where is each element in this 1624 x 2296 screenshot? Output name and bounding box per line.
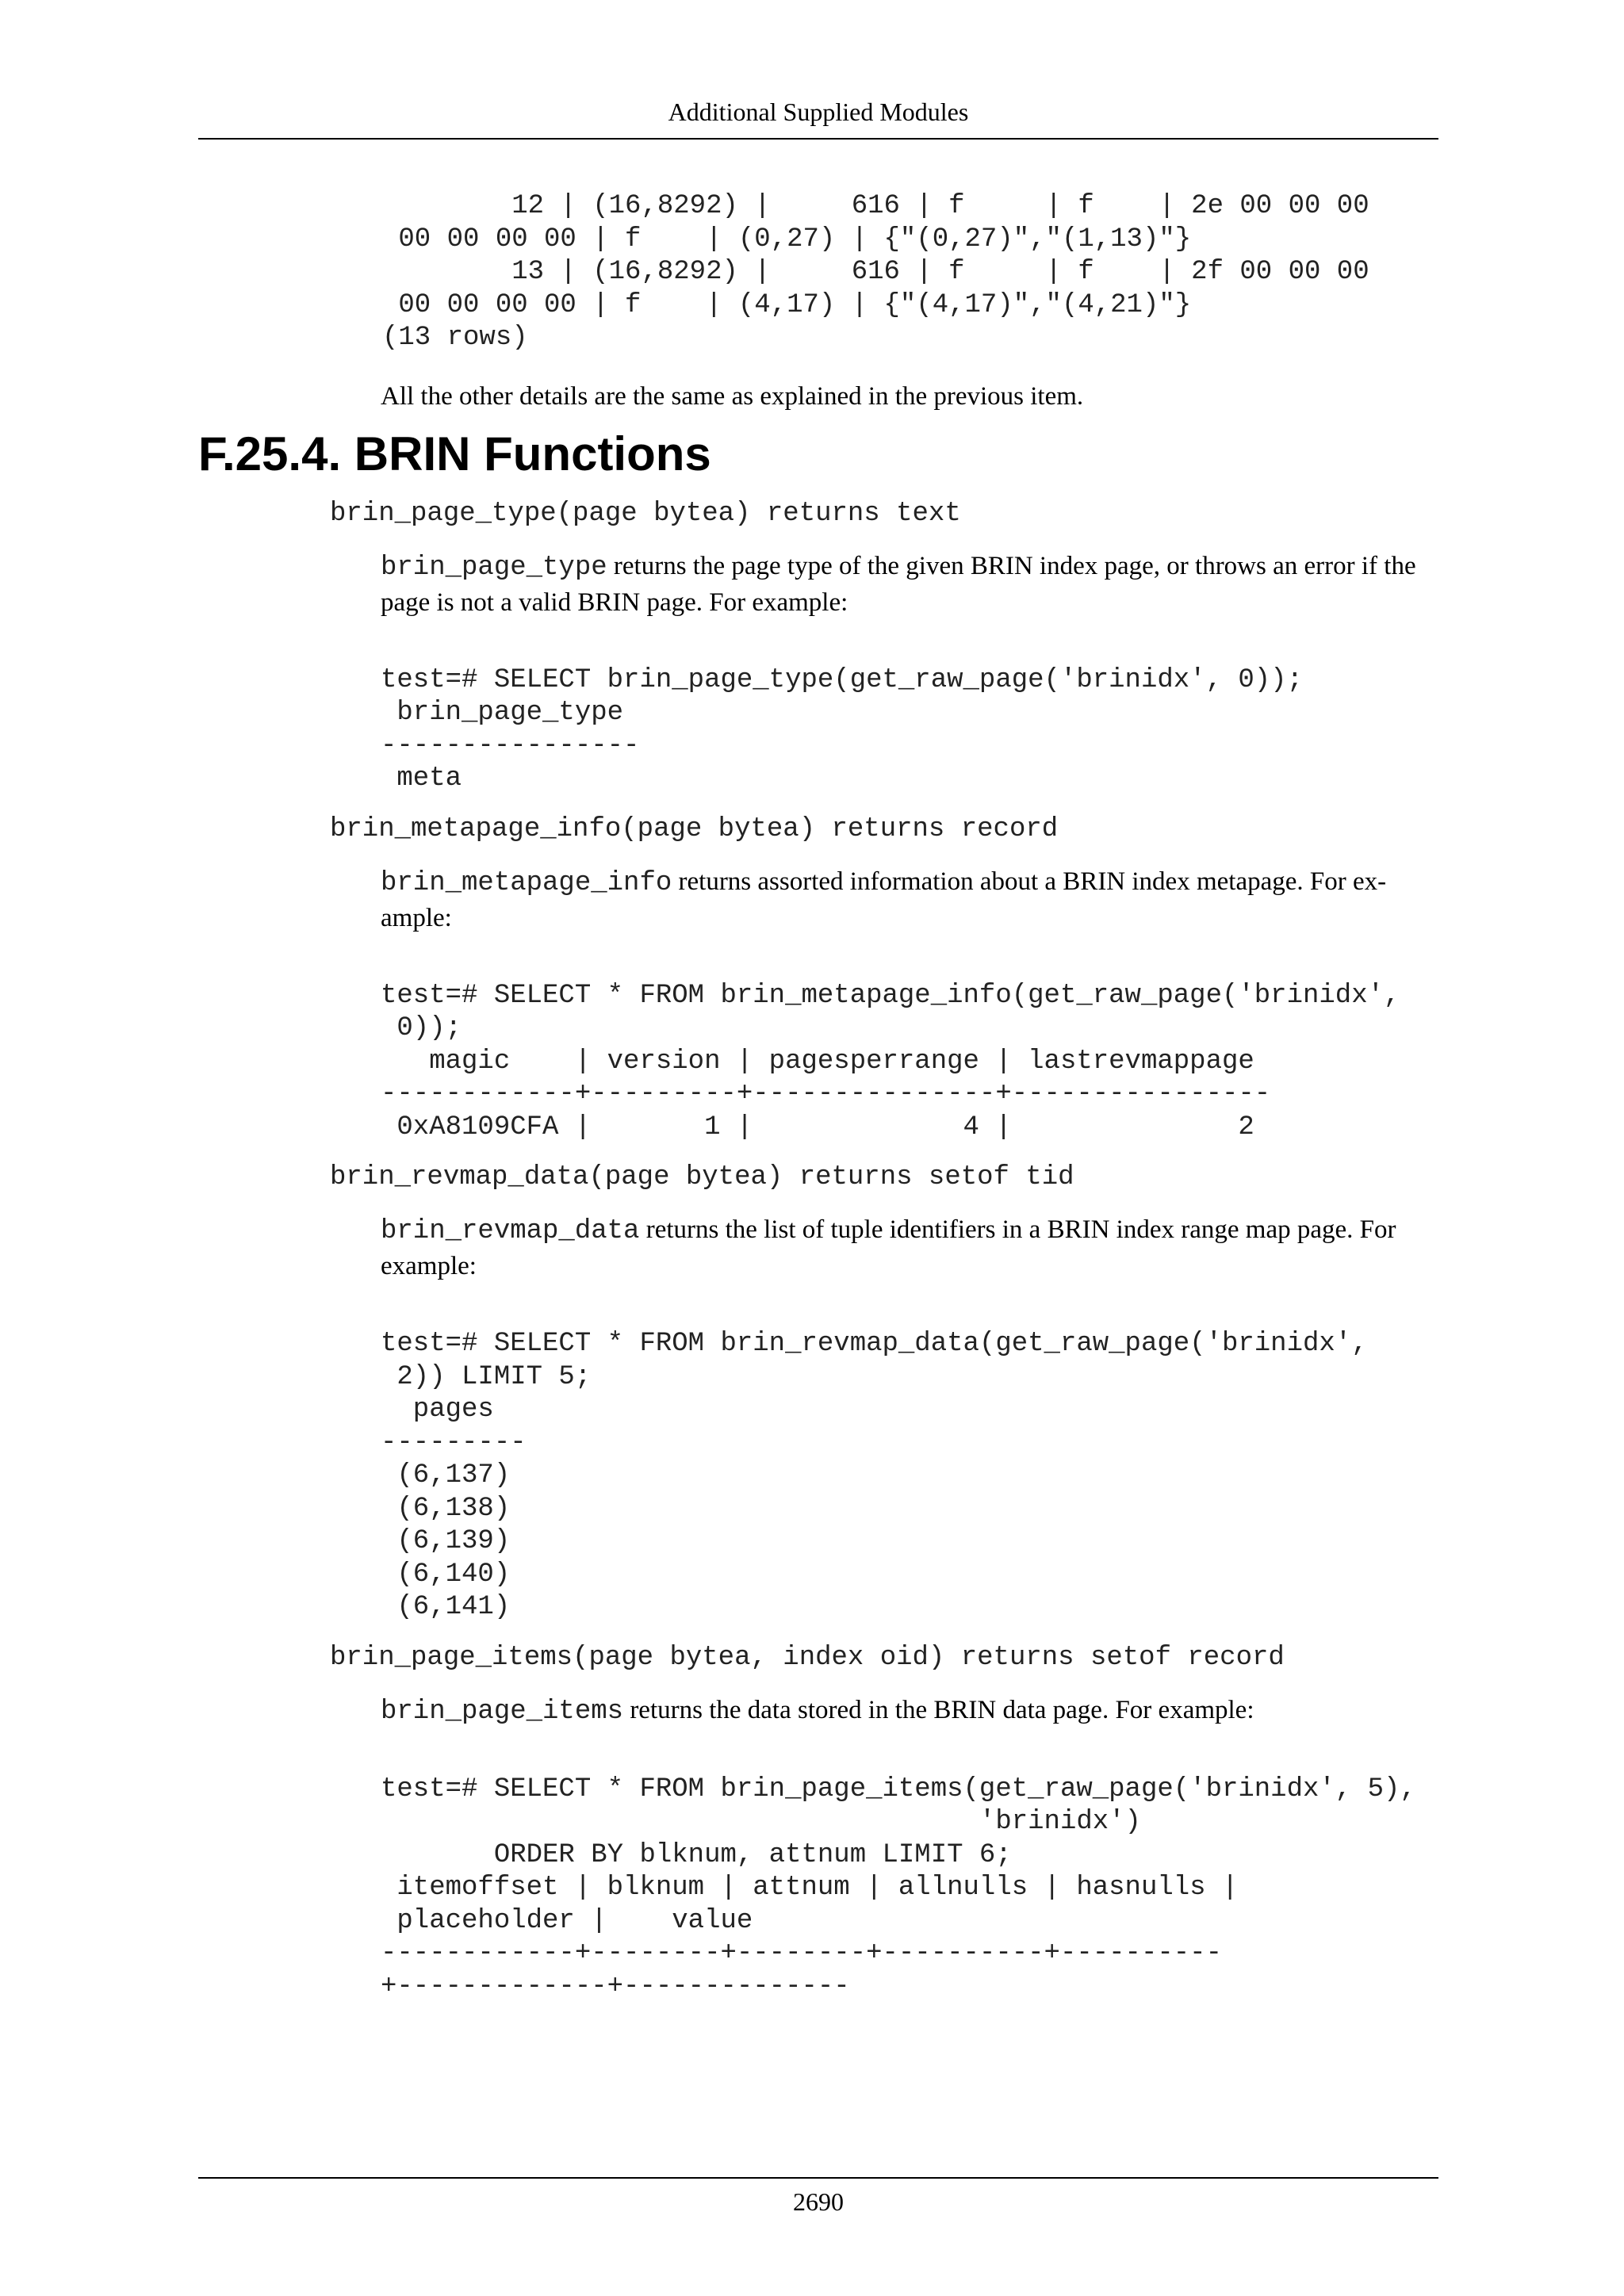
function-name: brin_page_items <box>381 1696 624 1727</box>
function-description-text: returns assorted information about a BRIN index metapage. For ex-ample: <box>381 867 1387 932</box>
function-entry-brin-metapage-info <box>198 812 1438 1145</box>
function-signature: brin_page_type(page bytea) returns text <box>330 498 961 529</box>
section-heading: F.25.4. BRIN Functions <box>198 427 711 480</box>
header-rule <box>198 138 1438 140</box>
code-example: test=# SELECT * FROM brin_page_items(get_raw_page('brinidx', 5), 'brinidx') ORDER BY blknum, attnum LIMIT 6; itemoffset | blknum | attnum | allnulls | hasnulls | placeholder | value ------------+--------+--------+----------+---------- +-------------+-------------- <box>381 1774 1416 2002</box>
paragraph-previous-item-note: All the other details are the same as explained in the previous item. <box>381 381 1084 411</box>
function-signature: brin_metapage_info(page bytea) returns record <box>330 813 1059 844</box>
code-example: test=# SELECT * FROM brin_revmap_data(get_raw_page('brinidx', 2)) LIMIT 5; pages --------- (6,137) (6,138) (6,139) (6,140) (6,141) <box>381 1329 1368 1622</box>
page-number: 2690 <box>793 2187 844 2216</box>
function-name: brin_metapage_info <box>381 867 672 898</box>
code-block-continued: 12 | (16,8292) | 616 | f | f | 2e 00 00 00 00 00 00 00 | f | (0,27) | {"(0,27)","(1,13)"} 13 | (16,8292) | 616 | f | f | 2f 00 00 00 00 00 00 00 | f | (4,17) | {"(4,17)","(4,21)"} (13 rows) <box>382 191 1369 353</box>
page-content <box>198 190 1438 2019</box>
function-signature: brin_revmap_data(page bytea) returns setof tid <box>330 1162 1074 1192</box>
function-entry-brin-page-type <box>198 496 1438 796</box>
function-signature: brin_page_items(page bytea, index oid) returns setof record <box>330 1642 1285 1673</box>
function-description <box>381 864 1438 936</box>
function-description-text: returns the data stored in the BRIN data page. For example: <box>623 1695 1254 1724</box>
code-example: test=# SELECT brin_page_type(get_raw_page('brinidx', 0)); brin_page_type ---------------- meta <box>381 664 1303 794</box>
function-description <box>381 1693 1438 1729</box>
code-example: test=# SELECT * FROM brin_metapage_info(get_raw_page('brinidx', 0)); magic | version | pagesperrange | lastrevmappage ------------+---------+---------------+---------------- 0xA8109CFA | 1 | 4 | 2 <box>381 980 1400 1142</box>
function-entry-brin-revmap-data <box>198 1160 1438 1624</box>
function-name: brin_revmap_data <box>381 1216 640 1246</box>
function-description <box>381 549 1438 620</box>
function-name: brin_page_type <box>381 552 607 583</box>
page-header: Additional Supplied Modules <box>668 98 969 126</box>
function-description <box>381 1212 1438 1284</box>
function-description-text: returns the page type of the given BRIN index page, or throws an error if the page is not a valid BRIN page. For example: <box>381 551 1416 617</box>
function-entry-brin-page-items <box>198 1640 1438 2004</box>
footer-rule <box>198 2177 1438 2179</box>
function-description-text: returns the list of tuple identifiers in a BRIN index range map page. For example: <box>381 1215 1396 1280</box>
